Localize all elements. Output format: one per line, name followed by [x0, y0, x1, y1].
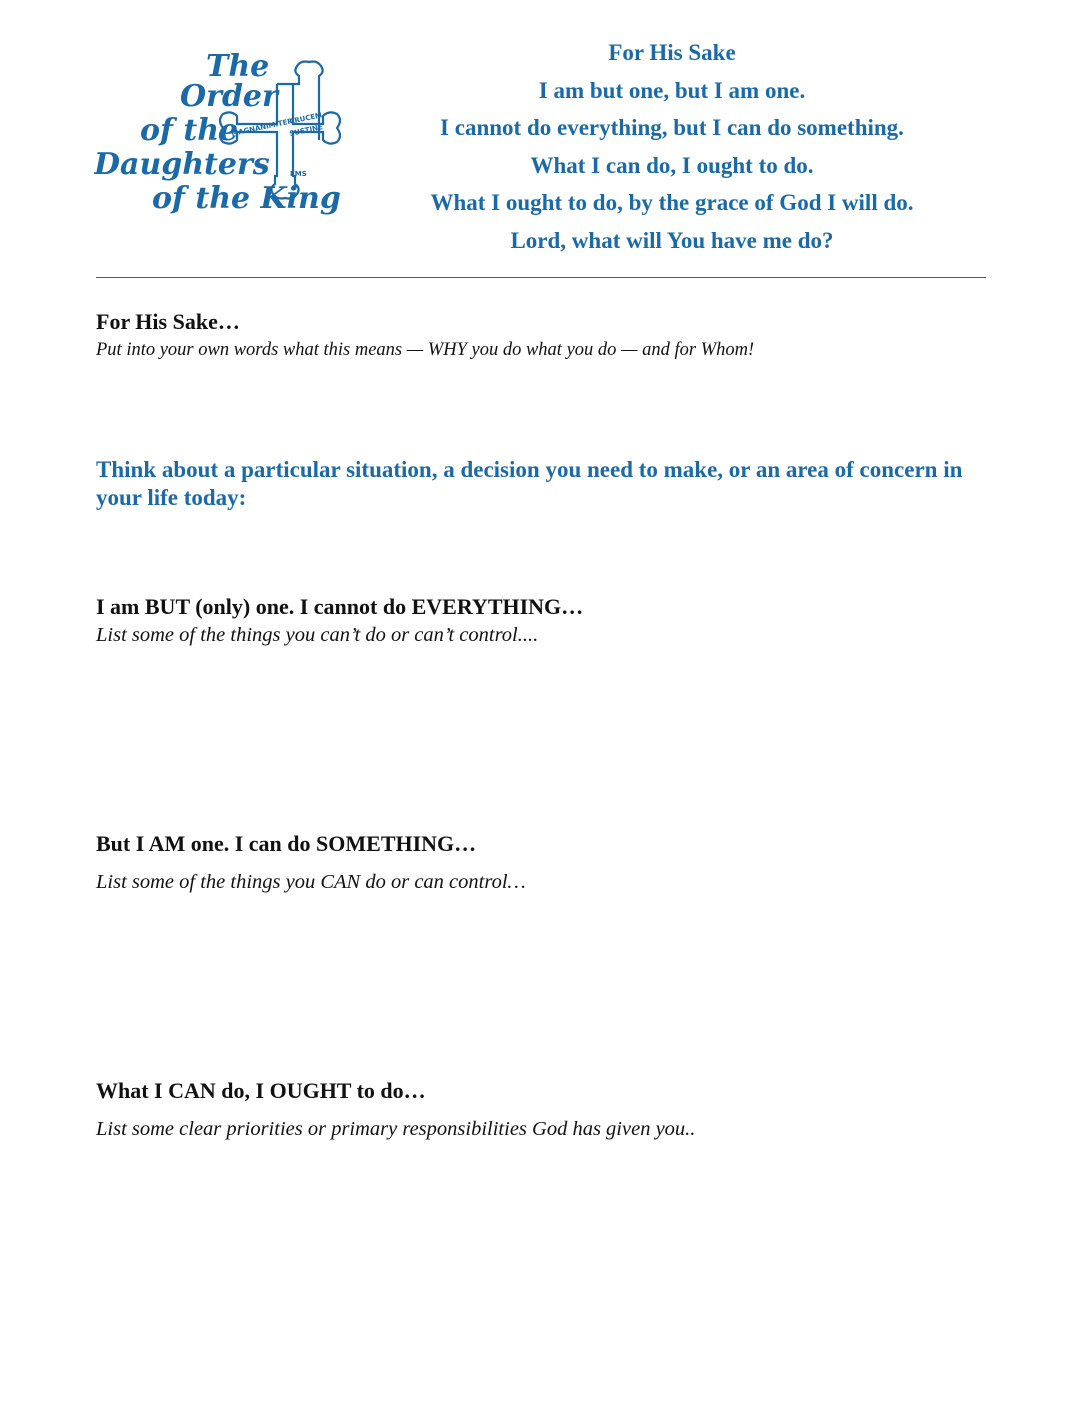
section-prompt: Put into your own words what this means — WHY you do what you do — and for Whom!: [96, 340, 755, 360]
svg-text:CRUCEM: CRUCEM: [288, 111, 323, 126]
motto-line: Lord, what will You have me do?: [510, 227, 834, 253]
header-divider: [96, 277, 986, 278]
motto-line: I cannot do everything, but I can do something.: [440, 115, 904, 140]
section-prompt: List some of the things you CAN do or can control…: [96, 871, 526, 893]
svg-text:Daughters: Daughters: [94, 147, 270, 182]
section-am-one: [96, 830, 996, 896]
motto-line: For His Sake: [608, 40, 736, 65]
section-heading: For His Sake…: [96, 309, 240, 334]
think-about-prompt: Think about a particular situation, a decision you need to make, or an area of concern in your life today:: [96, 457, 963, 510]
section-but-one: [96, 593, 996, 649]
daughters-of-the-king-logo: [94, 44, 356, 226]
svg-text:of the King: of the King: [152, 181, 341, 216]
svg-text:Order: Order: [180, 79, 278, 114]
svg-text:of the: of the: [140, 113, 239, 148]
motto-line: What I ought to do, by the grace of God I will do.: [430, 190, 914, 215]
motto-line: What I can do, I ought to do.: [530, 152, 814, 178]
svg-text:The: The: [206, 49, 270, 84]
section-prompt: List some of the things you can’t do or can’t control....: [96, 624, 539, 646]
svg-text:MAGNANIMITER: MAGNANIMITER: [230, 117, 294, 138]
svg-text:SUSTINE: SUSTINE: [288, 123, 324, 138]
motto-line: I am but one, but I am one.: [538, 77, 806, 103]
section-for-his-sake: [96, 308, 996, 364]
svg-text:FMS: FMS: [290, 170, 307, 178]
section-heading: But I AM one. I can do SOMETHING…: [96, 831, 477, 856]
section-heading: What I CAN do, I OUGHT to do…: [96, 1078, 426, 1103]
section-ought: [96, 1077, 996, 1143]
section-heading: I am BUT (only) one. I cannot do EVERYTHING…: [96, 594, 584, 619]
section-prompt: List some clear priorities or primary responsibilities God has given you..: [96, 1118, 696, 1140]
motto-block: [398, 34, 946, 259]
